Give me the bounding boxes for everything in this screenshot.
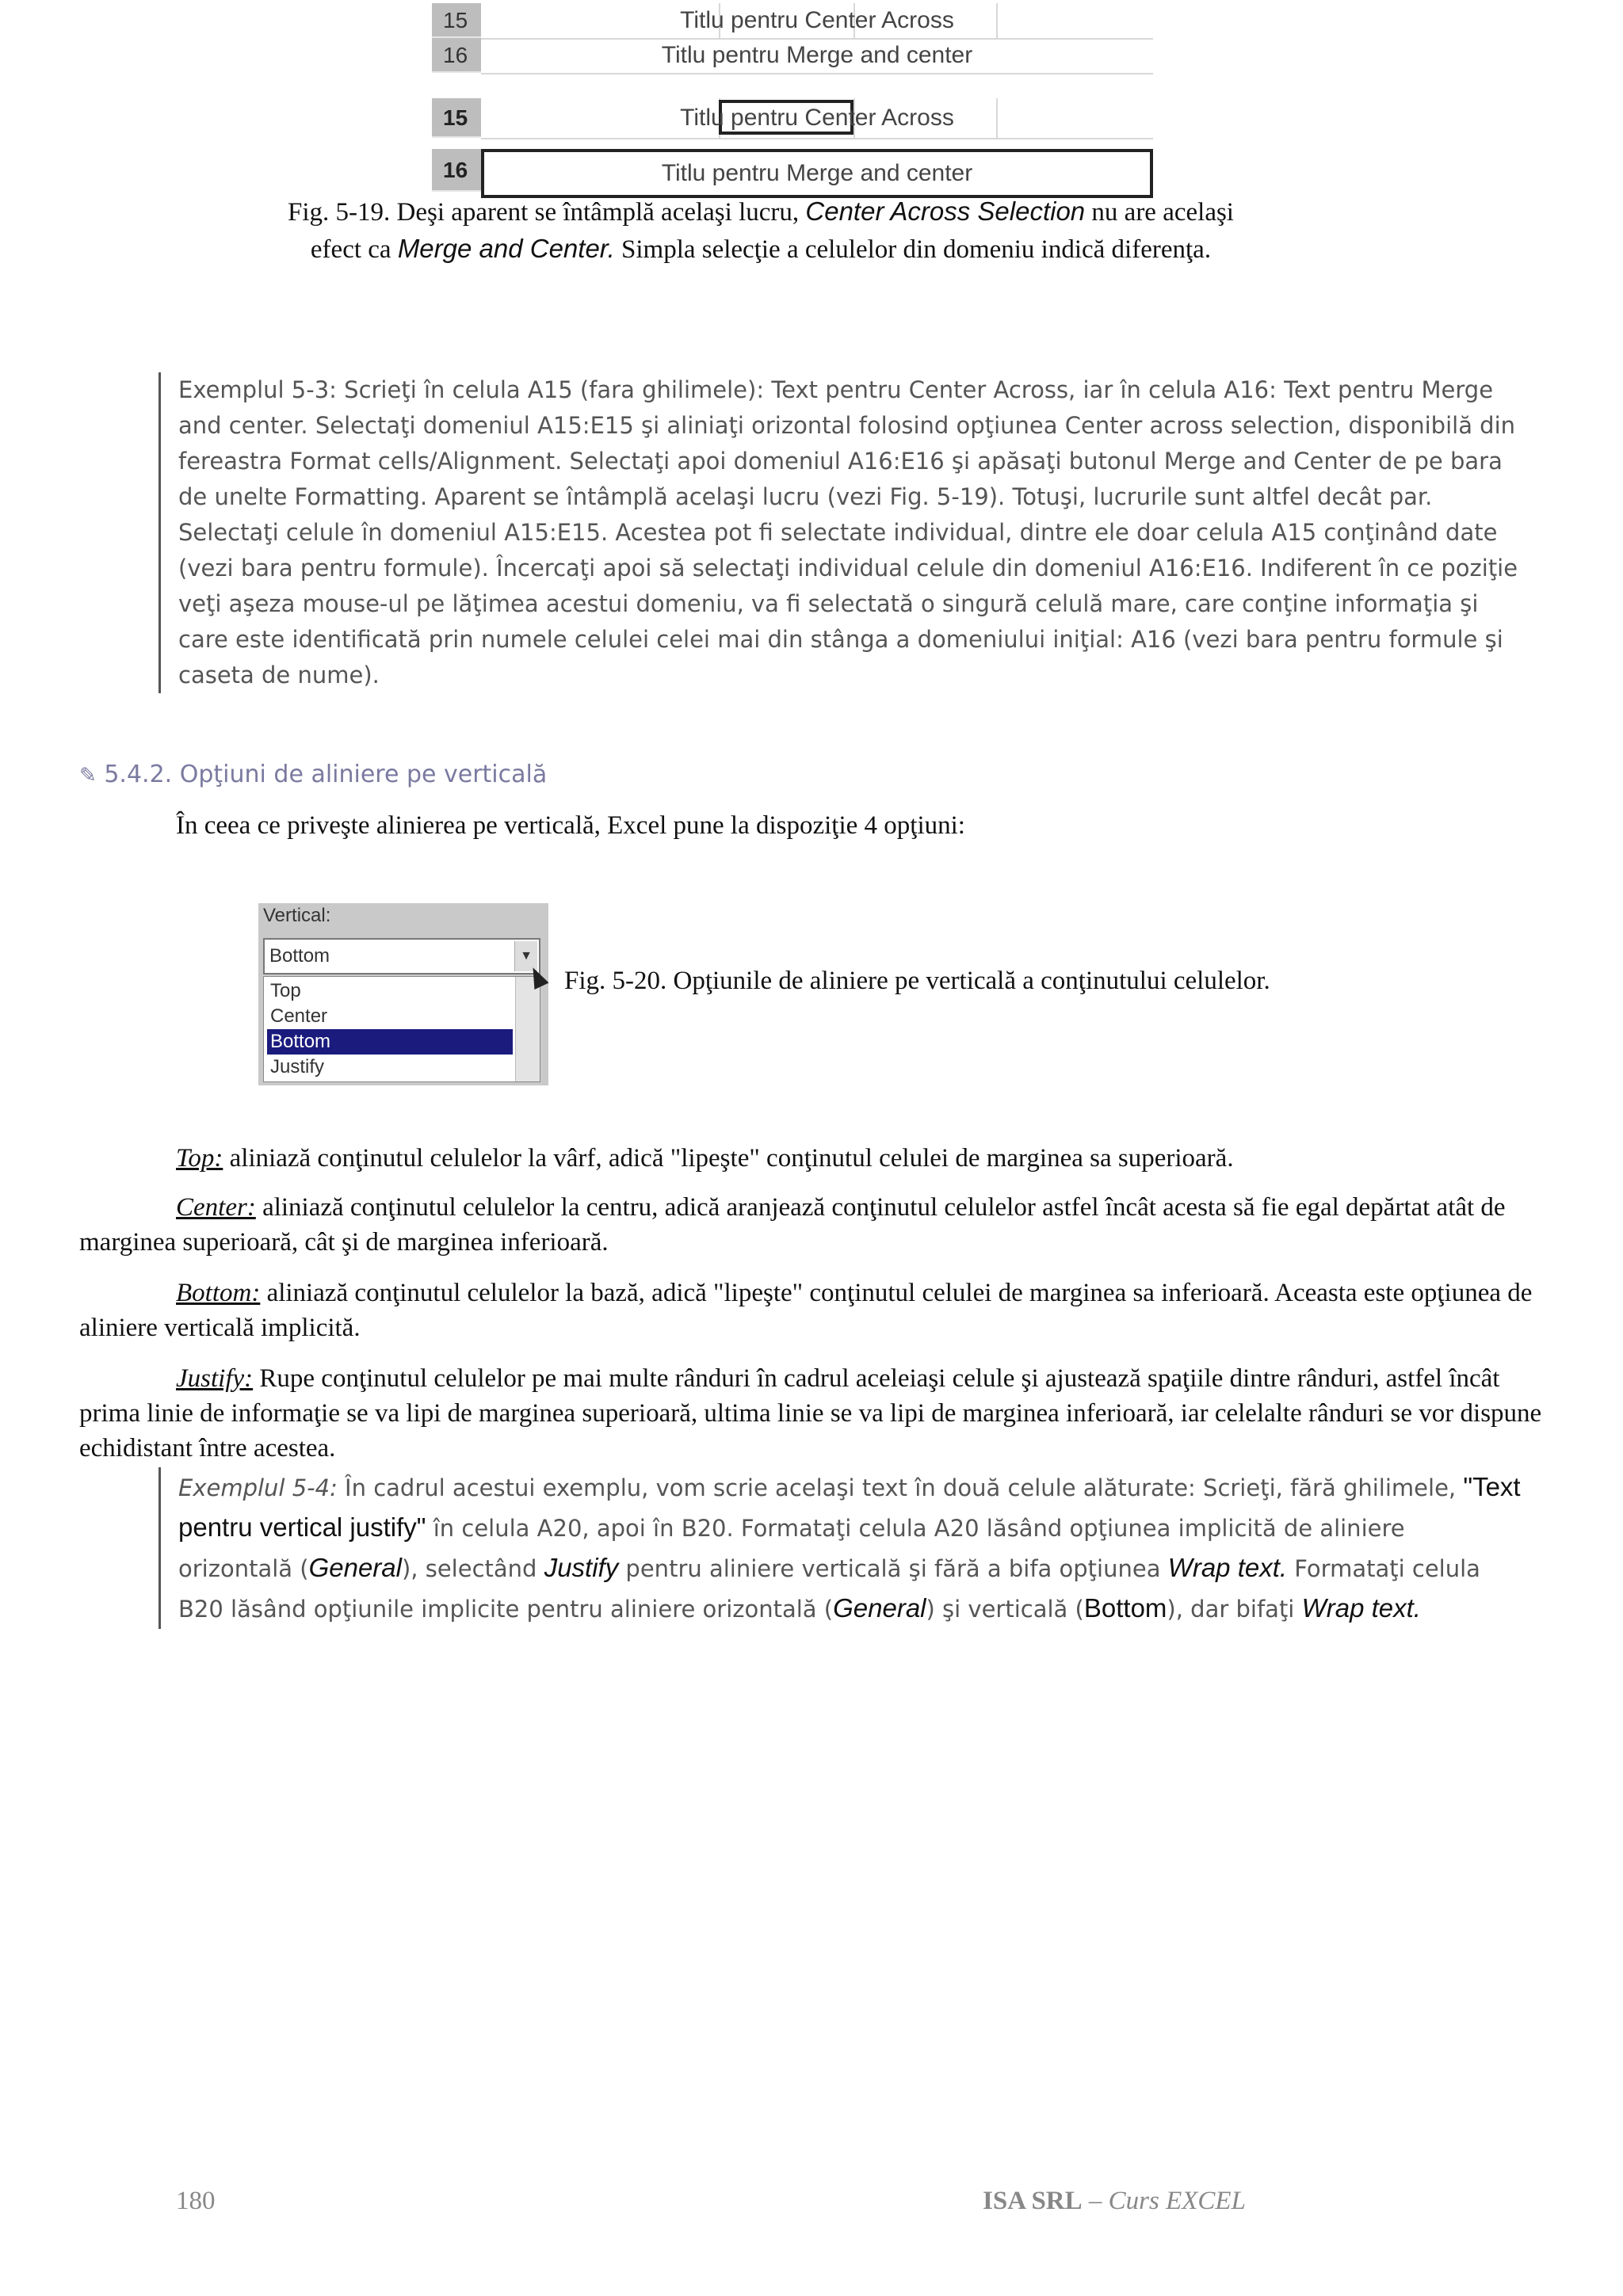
text-run: Formataţi celula B20 lăsând opţiunile implicite pentru aliniere orizontală (	[178, 1555, 1480, 1623]
fig19-sheet-bottom	[432, 93, 1153, 196]
row-cells	[481, 149, 1153, 198]
row-cells	[481, 38, 1153, 74]
footer-title	[983, 2187, 1246, 2216]
example-text	[178, 1467, 1526, 1629]
desc: aliniază conţinutul celulelor la centru, adică aranjează conţinutul celulelor astfel încât acesta să fie egal depărtat atât de marginea superioară, cât şi de marginea inferioară.	[79, 1193, 1506, 1257]
cell-text: Titlu pentru Merge and center	[661, 160, 973, 186]
sheet-row	[432, 149, 1153, 192]
row-number: 15	[432, 3, 481, 38]
option-center[interactable]: Center	[270, 1005, 328, 1027]
sheet-row	[432, 98, 1153, 138]
option-top-desc	[79, 1141, 1553, 1176]
option-justify[interactable]: Justify	[270, 1056, 325, 1077]
combo-value: Bottom	[269, 945, 330, 967]
term: General	[308, 1553, 402, 1582]
text-run: ), selectând	[401, 1555, 544, 1582]
desc: aliniază conţinutul celulelor la vârf, adică "lipeşte" conţinutul celulei de marginea sa superioară.	[229, 1144, 1234, 1173]
caption-text: Simpla selecţie a celulelor din domeniu indică diferenţa.	[621, 235, 1212, 264]
vertical-alignment-dropdown	[258, 903, 548, 1085]
caption-text: nu are acelaşi	[1091, 198, 1234, 227]
cell-text: Titlu pentru Merge and center	[661, 42, 973, 68]
term: General	[833, 1593, 926, 1623]
vertical-combo[interactable]	[263, 938, 540, 974]
caption-text: Fig. 5-19. Deşi aparent se întâmplă acelaşi lucru,	[288, 198, 800, 227]
desc: Rupe conţinutul celulelor pe mai multe rânduri în cadrul aceleiaşi celule şi ajustează spaţiile dintre rânduri, astfel încât prima linie de informaţie se va lipi de marginea superioară, ultima linie se va lipi de marginea inferioară, iar celelalte rânduri se vor dispune echidistant între acestea.	[79, 1364, 1542, 1463]
example-5-3	[158, 372, 1526, 693]
row-number: 16	[432, 149, 481, 192]
desc: aliniază conţinutul celulelor la bază, adică "lipeşte" conţinutul celulei de marginea sa inferioară. Aceasta este opţiunea de aliniere verticală implicită.	[79, 1279, 1533, 1342]
term: Top:	[176, 1144, 223, 1173]
sheet-row	[432, 38, 1153, 73]
cell-text: Titlu pentru Center Across	[680, 105, 954, 131]
term: Bottom:	[176, 1279, 261, 1307]
section-intro: În ceea ce priveşte alinierea pe verticală, Excel pune la dispoziţie 4 opţiuni:	[176, 811, 965, 840]
section-heading	[79, 761, 547, 788]
chevron-down-icon[interactable]: ▼	[514, 941, 537, 971]
vertical-label: Vertical:	[263, 905, 331, 926]
footer-company: ISA SRL	[983, 2187, 1083, 2215]
caption-italic: Center Across Selection	[805, 196, 1086, 226]
row-number: 15	[432, 98, 481, 138]
example-text: Exemplul 5-3: Scrieţi în celula A15 (fara ghilimele): Text pentru Center Across, iar în celula A16: Text pentru Merge and center. Selectaţi domeniul A15:E15 şi aliniaţi orizontal folosind opţiunea Center across selection, disponibilă din fereastra Format cells/Alignment. Selectaţi apoi domeniul A16:E16 şi apăsaţi butonul Merge and Center de pe bara de unelte Formatting. Aparent se întâmplă acelaşi lucru (vezi Fig. 5-19). Totuşi, lucrurile sunt altfel decât par. Selectaţi celule în domeniul A15:E15. Acestea pot fi selectate individual, dintre ele doar celula A15 conţinând date (vezi bara pentru formule). Încercaţi apoi să selectaţi individual celule din domeniul A16:E16. Indiferent în ce poziţie veţi aşeza mouse-ul pe lăţimea acestui domeniu, va fi selectată o singură celulă mare, care conţine informaţia şi care este identificată prin numele celulei celei mai din stânga a domeniului iniţial: A16 (vezi bara pentru formule şi caseta de nume).	[178, 376, 1518, 688]
row-cells	[481, 98, 1153, 139]
example-label: Exemplul 5-4:	[178, 1474, 338, 1501]
term: Justify	[544, 1553, 619, 1582]
text-run: În cadrul acestui exemplu, vom scrie acelaşi text în două celule alăturate: Scrieţi, fără ghilimele,	[337, 1474, 1457, 1501]
option-top[interactable]: Top	[270, 980, 301, 1001]
option-bottom-desc	[79, 1276, 1553, 1345]
term: Wrap text.	[1301, 1593, 1421, 1623]
term: Center:	[176, 1193, 256, 1222]
quoted-text: "Text pentru vertical justify"	[178, 1472, 1521, 1542]
term: Bottom	[1083, 1593, 1167, 1623]
fig20-caption: Fig. 5-20. Opţiunile de aliniere pe verticală a conţinutului celulelor.	[564, 967, 1270, 995]
example-5-4	[158, 1467, 1526, 1629]
row-number: 16	[432, 38, 481, 73]
text-run: ) şi verticală (	[926, 1596, 1084, 1623]
page-number: 180	[176, 2187, 216, 2215]
fig19-sheet-top	[432, 0, 1153, 75]
pen-icon: ✎	[79, 764, 97, 788]
scrollbar[interactable]	[515, 977, 540, 1081]
option-justify-desc	[79, 1361, 1553, 1466]
option-bottom[interactable]: Bottom	[267, 1029, 513, 1055]
section-title: 5.4.2. Opţiuni de aliniere pe verticală	[104, 761, 548, 788]
fig19-caption	[198, 193, 1323, 268]
row-cells	[481, 3, 1153, 40]
options-list	[263, 976, 540, 1082]
text-run: în celula A20, apoi în B20. Formataţi celula A20 lăsând opţiunea implicită de aliniere orizontală (	[178, 1515, 1405, 1582]
cell-text: Titlu pentru Center Across	[680, 7, 954, 33]
text-run: ), dar bifaţi	[1167, 1596, 1302, 1623]
term: Justify:	[176, 1364, 254, 1393]
caption-italic: Merge and Center.	[397, 234, 615, 263]
footer-course: Curs EXCEL	[1108, 2187, 1246, 2215]
caption-text: efect ca	[310, 235, 391, 264]
term: Wrap text.	[1167, 1553, 1288, 1582]
text-run: pentru aliniere verticală şi fără a bifa opţiunea	[618, 1555, 1168, 1582]
footer-dash: –	[1082, 2187, 1109, 2215]
option-center-desc	[79, 1190, 1553, 1260]
sheet-row	[432, 3, 1153, 38]
